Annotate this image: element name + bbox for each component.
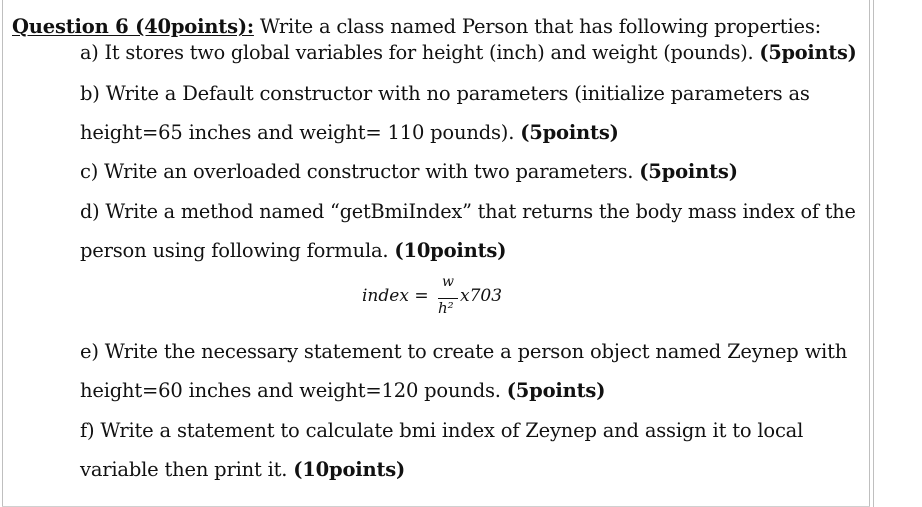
item-f-text: f) Write a statement to calculate bmi index of Zeynep and assign it to local: [80, 419, 804, 442]
item-a-points: (5points): [759, 41, 857, 64]
page-border-left: [2, 0, 3, 507]
item-a-text: a) It stores two global variables for height (inch) and weight (pounds).: [80, 41, 760, 64]
item-f: [80, 419, 803, 443]
item-d-continued-text: person using following formula.: [80, 239, 395, 262]
item-d-text: d) Write a method named “getBmiIndex” that returns the body mass index of the: [80, 200, 856, 223]
item-b-continued-text: height=65 inches and weight= 110 pounds).: [80, 121, 521, 144]
item-a: [80, 41, 857, 65]
item-e-continued: [80, 379, 605, 403]
item-b: [80, 82, 810, 106]
item-e-continued-text: height=60 inches and weight=120 pounds.: [80, 379, 507, 402]
question-heading: Question 6 (40points):: [12, 15, 254, 38]
item-b-text: b) Write a Default constructor with no parameters (initialize parameters as: [80, 82, 810, 105]
item-d-continued: [80, 239, 506, 263]
question-line: [12, 15, 821, 39]
item-c-points: (5points): [639, 160, 738, 183]
item-b-points: (5points): [520, 121, 619, 144]
item-d: [80, 200, 856, 224]
item-c-text: c) Write an overloaded constructor with two parameters.: [80, 160, 640, 183]
formula-denominator: h²: [438, 299, 454, 317]
bmi-formula: [362, 274, 542, 326]
item-e-text: e) Write the necessary statement to create a person object named Zeynep with: [80, 340, 848, 363]
formula-lhs: index =: [362, 286, 429, 306]
item-d-points: (10points): [394, 239, 507, 262]
page-border-right: [869, 0, 870, 507]
item-e: [80, 340, 847, 364]
item-f-points: (10points): [293, 458, 406, 481]
item-f-continued: [80, 458, 405, 482]
item-b-continued: [80, 121, 619, 145]
item-f-continued-text: variable then print it.: [80, 458, 294, 481]
formula-numerator: w: [442, 274, 454, 290]
page-border-right-outer: [873, 0, 874, 507]
item-e-points: (5points): [506, 379, 606, 402]
formula-multiplier: x703: [460, 286, 503, 306]
item-c: [80, 160, 738, 184]
question-intro: Write a class named Person that has following properties:: [253, 15, 821, 38]
